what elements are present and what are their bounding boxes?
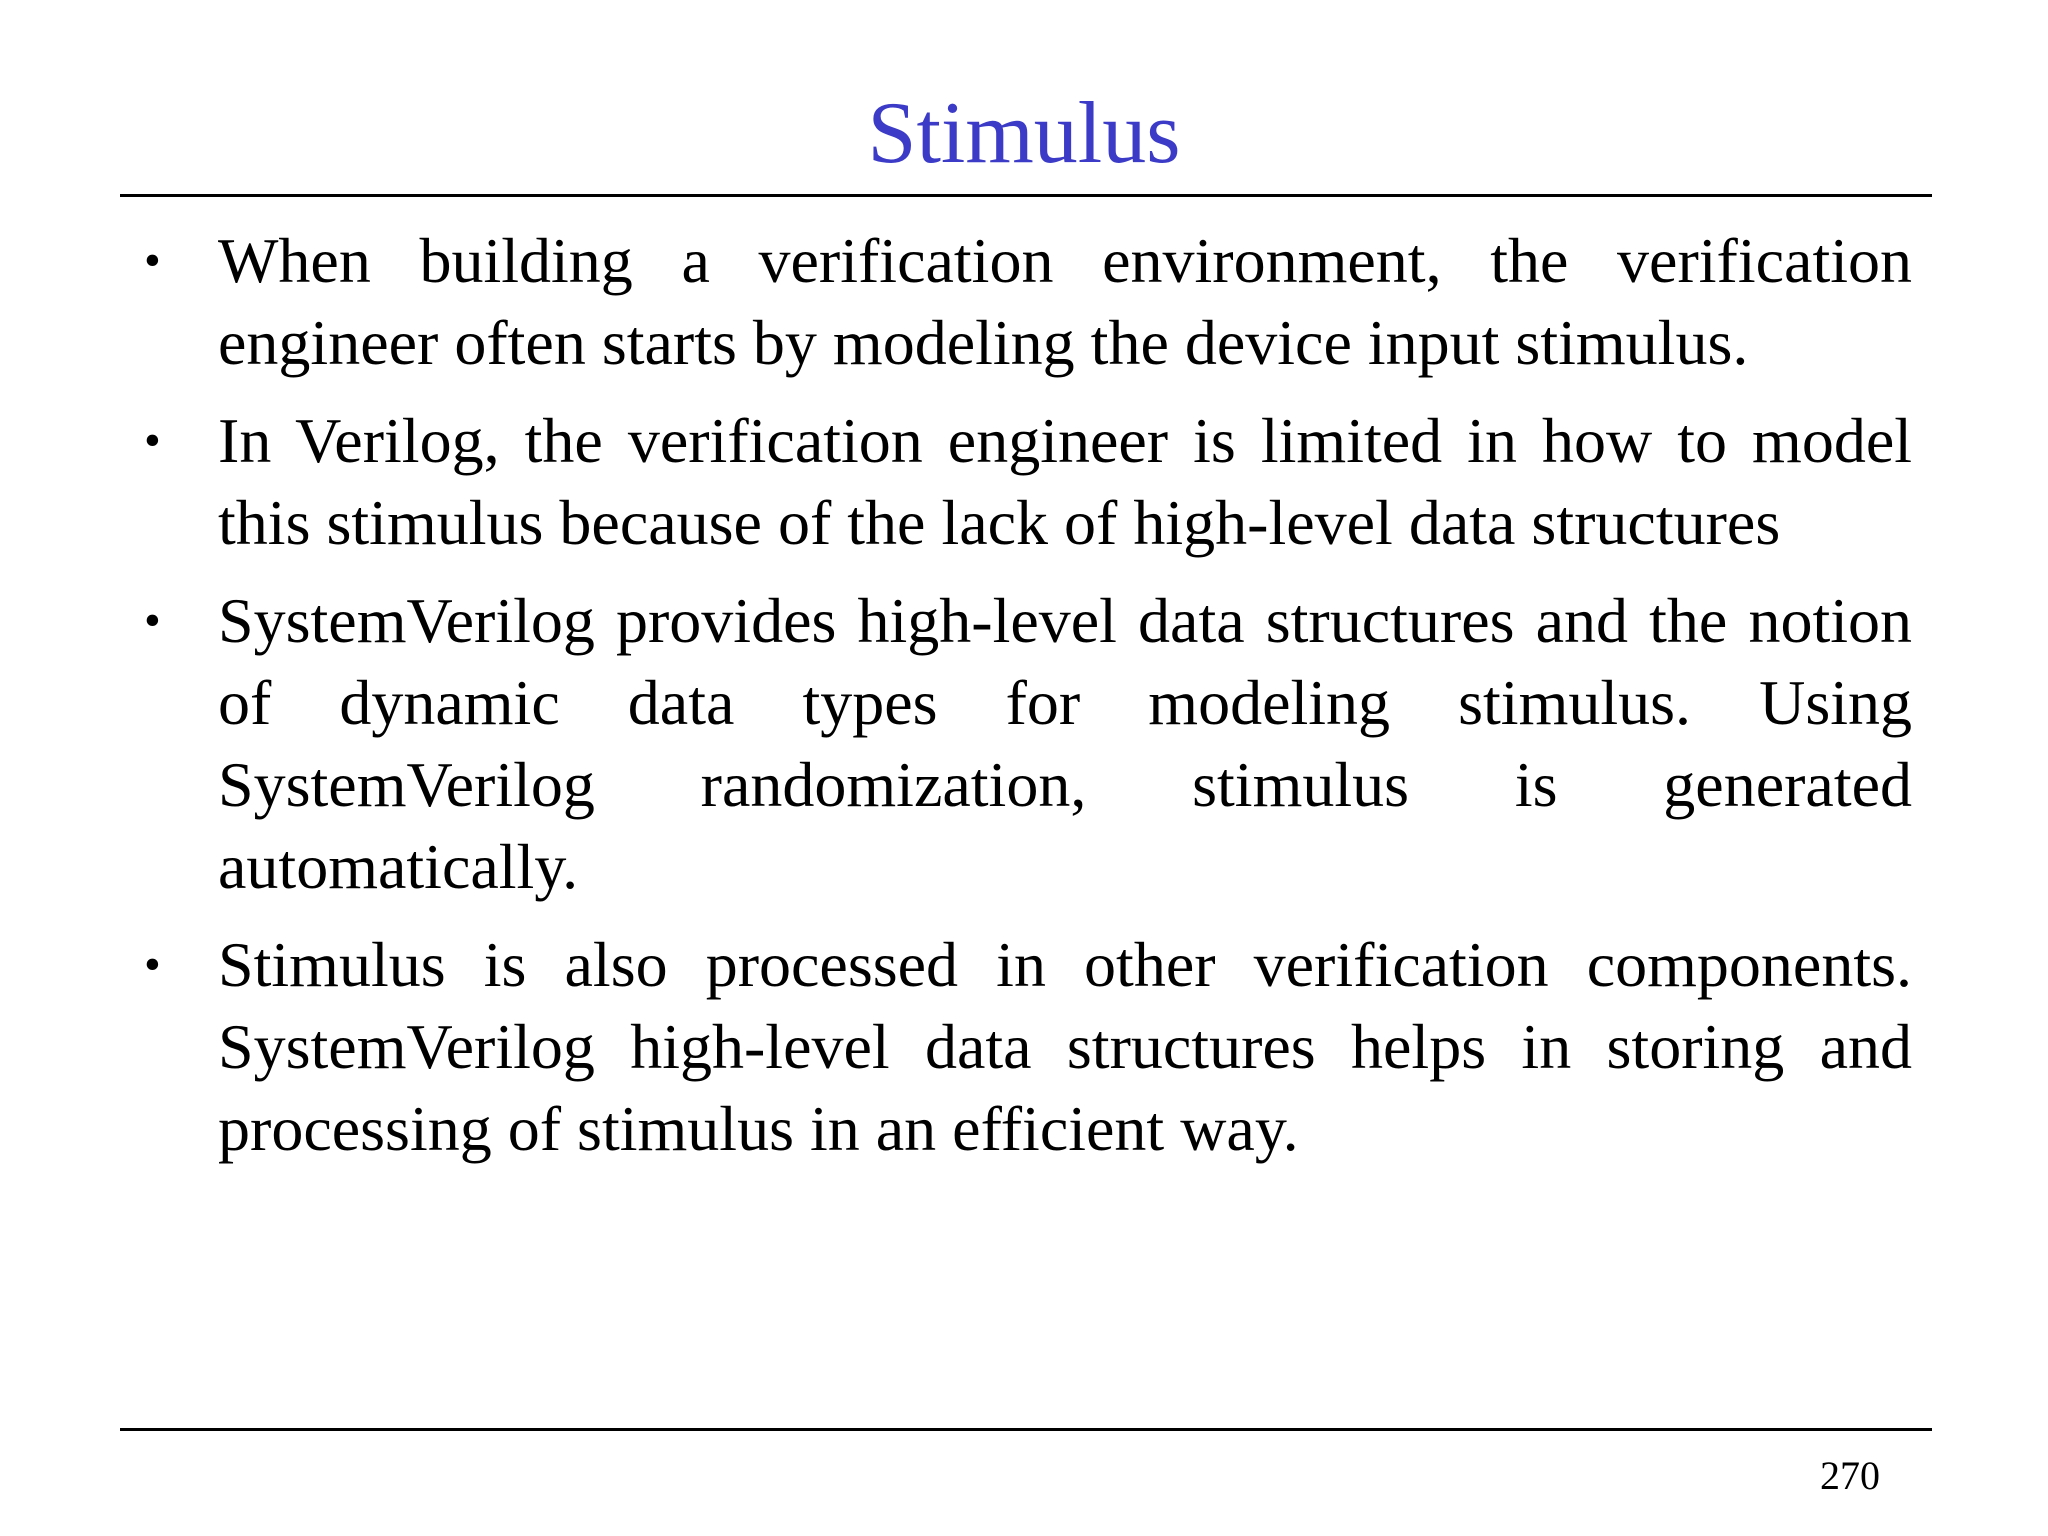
bullet-dot-icon: •	[144, 938, 161, 991]
page-number: 270	[1820, 1453, 1880, 1498]
bullet-item	[140, 924, 1912, 1170]
bullet-text: When building a verification environment, the verification engineer often starts by modeling the device input stimulus.	[218, 225, 1912, 378]
bullet-item	[140, 220, 1912, 384]
bullet-dot-icon: •	[144, 414, 161, 467]
footer-divider	[120, 1428, 1932, 1431]
title-divider	[120, 194, 1932, 197]
bullet-list	[140, 220, 1912, 1186]
bullet-text: SystemVerilog provides high-level data structures and the notion of dynamic data types for modeling stimulus. Using SystemVerilog randomization, stimulus is generated automatically.	[218, 585, 1912, 902]
bullet-item	[140, 580, 1912, 908]
bullet-dot-icon: •	[144, 594, 161, 647]
bullet-text: Stimulus is also processed in other verification components. SystemVerilog high-level data structures helps in storing and processing of stimulus in an efficient way.	[218, 929, 1912, 1164]
bullet-item	[140, 400, 1912, 564]
slide-title: Stimulus	[867, 85, 1181, 182]
bullet-dot-icon: •	[144, 234, 161, 287]
bullet-text: In Verilog, the verification engineer is limited in how to model this stimulus because of the lack of high-level data structures	[218, 405, 1912, 558]
